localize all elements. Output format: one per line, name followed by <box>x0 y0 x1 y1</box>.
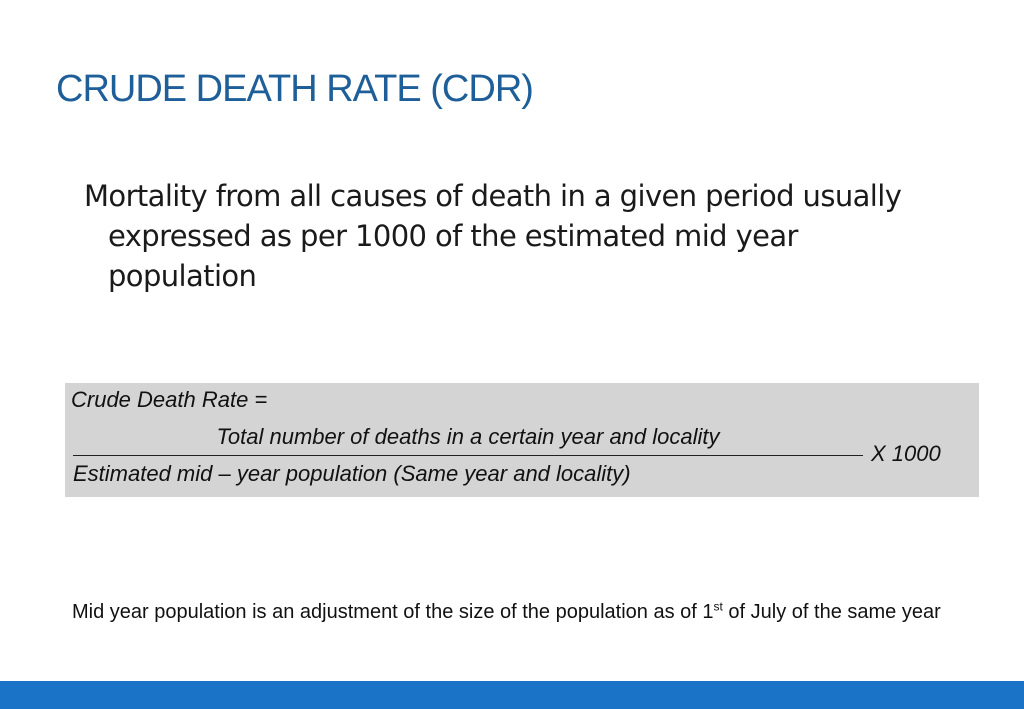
formula-multiplier: X 1000 <box>871 441 941 466</box>
footnote-text-after: of July of the same year <box>722 601 941 623</box>
fraction-bar <box>73 455 863 456</box>
formula-denominator: Estimated mid – year population (Same year and locality) <box>73 461 631 486</box>
formula-fraction <box>73 421 863 490</box>
formula-numerator: Total number of deaths in a certain year and locality <box>216 424 720 449</box>
formula-label: Crude Death Rate = <box>71 387 268 412</box>
definition-text: Mortality from all causes of death in a given period usually expressed as per 1000 of the estimated mid year population <box>84 179 902 293</box>
formula-box <box>65 383 979 497</box>
footnote-text-before: Mid year population is an adjustment of the size of the population as of 1 <box>72 601 714 623</box>
footnote-superscript: st <box>713 599 723 614</box>
footer-bar <box>0 681 1024 709</box>
footnote <box>72 598 1002 626</box>
slide-title: CRUDE DEATH RATE (CDR) <box>56 68 533 110</box>
